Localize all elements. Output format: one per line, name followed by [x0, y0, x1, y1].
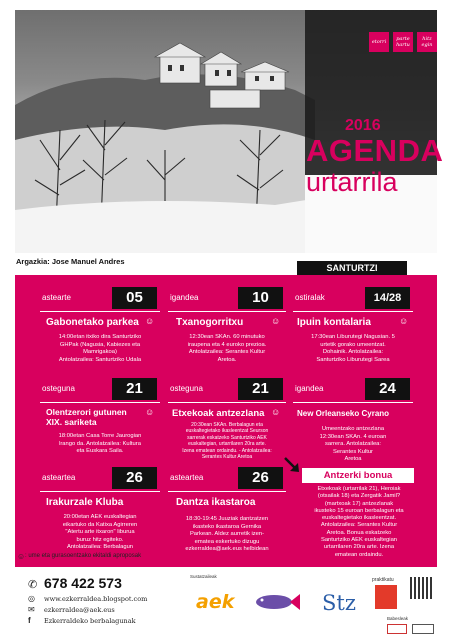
logo-hitz-egin: hitz egin [417, 32, 437, 52]
event-card [40, 287, 160, 369]
divider [168, 402, 286, 403]
divider [40, 491, 160, 492]
desc-line: Aretoa. [217, 356, 237, 363]
desc-line: Serantes Kultur Aretoa [201, 454, 253, 461]
event-day: osteguna [170, 384, 203, 393]
desc-line: Mamrigakoa) [83, 349, 117, 355]
qr-code [410, 577, 432, 599]
desc-line: Izena ematean ordaindu. - Antolatzailea: [182, 447, 272, 454]
desc-line: 12:30ean SKAn. 60 minutuko [189, 334, 265, 340]
facebook-icon: f [28, 616, 31, 625]
event-date: 21 [112, 378, 157, 400]
desc-line: Umeentzako antzezlana [321, 426, 385, 432]
desc-line: Santurtziko AEK euskaltegian [320, 537, 398, 544]
event-day: asteartea [42, 473, 76, 482]
event-description [293, 426, 413, 464]
event-date: 21 [238, 378, 283, 400]
desc-line: 20:00etan AEK euskaltegian [63, 514, 137, 520]
event-date: 05 [112, 287, 157, 309]
desc-line: sarrerak eskatzeko Santurtziko AEK [187, 434, 267, 441]
photo-credit: Argazkia: Jose Manuel Andres [16, 257, 125, 266]
antzerki-description [297, 486, 421, 559]
smiley-icon: ☺ [145, 316, 155, 326]
desc-line: Serantes Kultur [333, 448, 373, 455]
event-description [168, 422, 286, 460]
aek-logo: aek [196, 591, 235, 613]
event-title: Dantza ikastaroa [176, 497, 256, 508]
desc-line: (martxoak 17) antzezlanak [324, 500, 394, 507]
divider [40, 311, 160, 312]
event-title: Irakurzale Kluba [46, 497, 124, 508]
smiley-icon: ☺ [271, 316, 281, 326]
smiley-icon: ☺ [271, 407, 281, 417]
logo-etorri: etorri [369, 32, 389, 52]
divider [293, 311, 413, 312]
desc-line: ikusteko 15 euroan berbalagun eta [314, 507, 404, 514]
desc-line: Parkean. Aldez aurretik izen- [189, 531, 265, 537]
desc-line: eikartuko da Katixa Agirreren [62, 521, 138, 528]
divider [168, 311, 286, 312]
desc-line: euskaltegietako ikasleentzat. [321, 515, 397, 522]
desc-line: Antolatzailea: Serantes Kultur [320, 522, 398, 529]
desc-line: Antolatzailea: Berbalagun [66, 544, 134, 550]
antzerki-title: Antzerki bonua [302, 468, 414, 483]
events-board [15, 275, 437, 567]
desc-line: 12:30ean SKAn. 4 euroan [319, 433, 387, 440]
event-description [40, 433, 160, 456]
smiley-icon: ☺ [145, 407, 155, 417]
supporter-logo [412, 624, 434, 634]
event-card [293, 378, 413, 460]
desc-line: 18:00etan Casa Torre Jaurogian [58, 433, 142, 439]
event-card [168, 467, 286, 557]
agenda-title: AGENDA [306, 133, 444, 168]
event-description [168, 516, 286, 554]
event-description [40, 514, 160, 552]
event-card [293, 287, 413, 369]
desc-line: Dohainik. Antolatzailea: [322, 349, 384, 355]
praktikatu-label: praktikatu [372, 577, 394, 583]
desc-line: Santurtziko Liburutegi Sarea [316, 356, 390, 363]
event-date: 24 [365, 378, 410, 400]
desc-line: Aretoa. Bonua eskatzeko [326, 529, 392, 536]
event-day: igandea [170, 293, 199, 302]
event-card [168, 287, 286, 369]
event-date: 26 [238, 467, 283, 489]
desc-line: 20:30ean SKAn. Berbalagun eta [191, 422, 263, 428]
smiley-legend: : ume eta gurasoentzako ekitaldi aproposak [25, 553, 142, 559]
smiley-icon: ☺ [399, 316, 409, 326]
desc-line: GHPak (Nagusia, Kabiezes eta [59, 341, 141, 348]
desc-line: 14:00etan itxiko dira Santurtziko [58, 334, 142, 340]
event-card [40, 378, 160, 460]
event-title: Txanogorritxu [176, 317, 244, 328]
globe-icon: ◎ [28, 594, 35, 603]
supporter-logo [387, 624, 407, 634]
desc-line: (otsailak 18) eta Zergatik Jamil? [317, 493, 401, 500]
desc-line: lrango da. Antolatzailea: Kultura [59, 440, 141, 447]
desc-line: ematean ordaindu. [334, 551, 384, 558]
fish-logo [252, 590, 302, 614]
desc-line: iraupena eta 4 euroko prezioa. [187, 341, 267, 348]
event-date: 26 [112, 467, 157, 489]
city-label: SANTURTZI [297, 261, 407, 275]
arrow-icon [282, 455, 302, 475]
event-description [168, 334, 286, 364]
desc-line: eta Euskara Saila. [76, 448, 124, 454]
event-title: Olentzerori gutunen XIX. sariketa [46, 407, 127, 427]
event-title: Gabonetako parkea [46, 317, 139, 328]
phone-number: 678 422 573 [44, 575, 122, 591]
event-title: New Orleanseko Cyrano [297, 409, 390, 418]
desc-line: Antolatzailea: Santurtziko Udala [58, 356, 142, 363]
supporters-label: Babesleak [387, 616, 409, 621]
desc-line: "Atertu arte itxaron" liburua [65, 529, 135, 535]
desc-line: 18:30-19:45 Juuziak dantzatzen [185, 516, 269, 522]
month: urtarrila [306, 167, 398, 197]
divider [293, 402, 413, 403]
desc-line: ematea eskertuko dizugu [194, 538, 260, 545]
partner-logo [375, 585, 397, 609]
divider [40, 402, 160, 403]
event-day: osteguna [42, 384, 75, 393]
logo-parte-hartu: parte hartu [393, 32, 413, 52]
event-day: astearte [42, 293, 71, 302]
event-title: Ipuin kontalaria [297, 317, 371, 328]
desc-line: Antolatzailea: Serantes Kultur [188, 349, 266, 355]
year: 2016 [345, 117, 381, 134]
facebook-link[interactable]: Ezkerraldeko berbalagunak [44, 617, 136, 625]
mail-icon: ✉ [28, 605, 35, 614]
event-description [40, 334, 160, 364]
desc-line: sarrera. Antolatzailea: [324, 441, 382, 447]
divider [168, 491, 286, 492]
event-title: Etxekoak antzezlana [172, 408, 265, 419]
email-link[interactable]: ezkerraldea@aek.eus [44, 606, 115, 614]
event-card [40, 467, 160, 557]
event-day: ostiralak [295, 293, 325, 302]
event-description [293, 334, 413, 364]
smiley-icon: ☺ [17, 552, 26, 561]
sponsors-label: Sustatzaileak [190, 574, 217, 579]
header-logos [369, 32, 437, 52]
desc-line: ezkerraldea@aek.eus helbidean [185, 546, 269, 552]
desc-line: buruz hitz egiteko. [76, 536, 124, 543]
desc-line: 17:30ean Liburutegi Nagusian. 5 [311, 334, 395, 340]
event-day: asteartea [170, 473, 204, 482]
event-card [168, 378, 286, 460]
blog-link[interactable]: www.ezkerraldea.blogspot.com [44, 595, 148, 603]
desc-line: Aretoa [344, 456, 362, 462]
whatsapp-icon: ✆ [28, 579, 38, 591]
desc-line: Etxekoak (urtarrilak 21), Heroiak [317, 486, 401, 492]
desc-line: ikasteko ikastaroa Gernika [192, 523, 262, 530]
desc-line: urtetik gorako umeentzat. [320, 341, 386, 348]
event-day: igandea [295, 384, 324, 393]
desc-line: urtarrilaren 20ra arte. Izena [323, 544, 395, 551]
event-date: 14/28 [365, 287, 410, 309]
desc-line: euskaltegietako ikasleentzat Seurson [185, 428, 269, 435]
desc-line: euskaltegian, urtarrilaren 20ra arte. [188, 441, 266, 448]
stz-logo: Stz [322, 591, 356, 615]
event-date: 10 [238, 287, 283, 309]
